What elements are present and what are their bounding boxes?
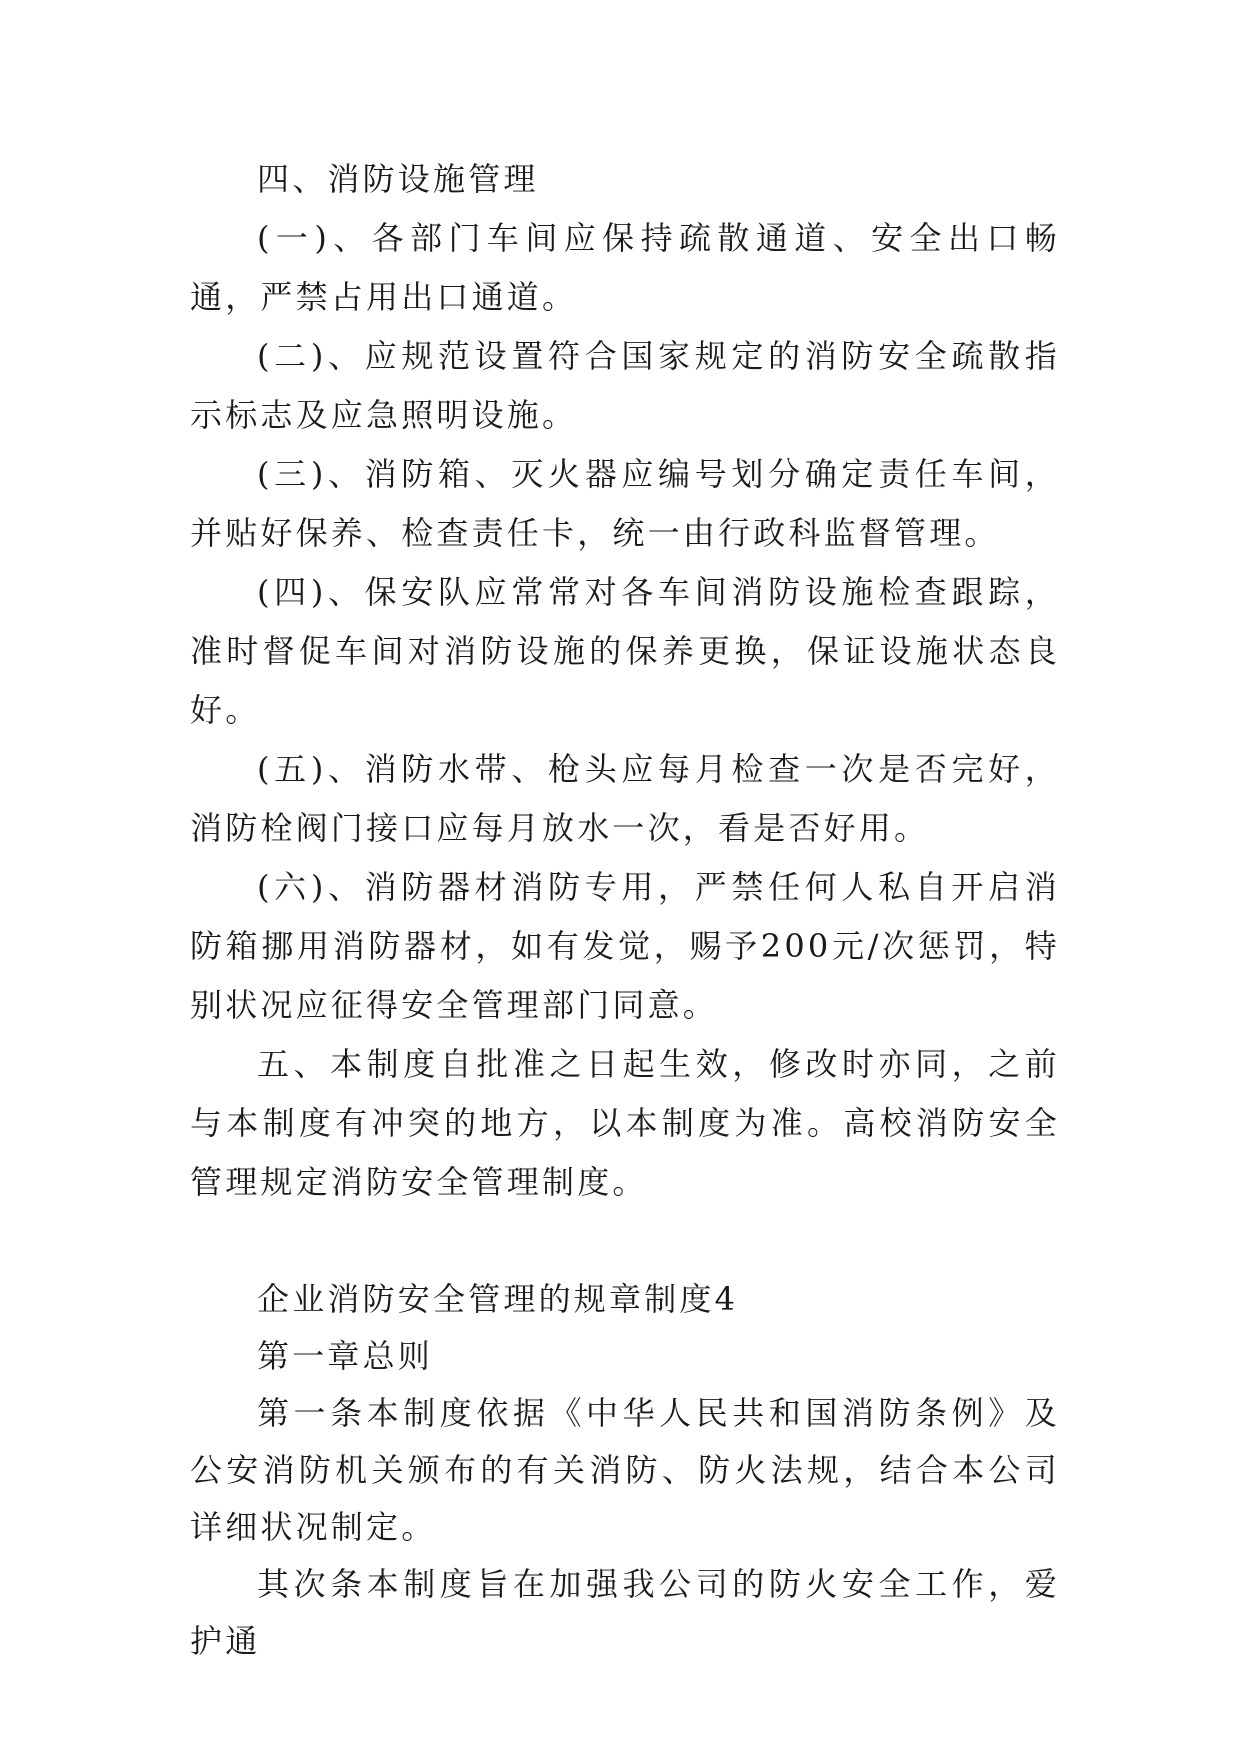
section-spacer [190, 1212, 1060, 1271]
document-heading: 企业消防安全管理的规章制度4 [257, 1280, 739, 1318]
section-regulations-4 [190, 1271, 1060, 1670]
paragraph-item-1: (一)、各部门车间应保持疏散通道、安全出口畅通，严禁占用出口通道。 [190, 219, 1060, 316]
paragraph-item-4: (四)、保安队应常常对各车间消防设施检查跟踪，准时督促车间对消防设施的保养更换，保证设施状态良好。 [190, 573, 1060, 729]
paragraph-item-5: (五)、消防水带、枪头应每月检查一次是否完好，消防栓阀门接口应每月放水一次，看是否好用。 [190, 750, 1060, 847]
chapter-title: 第一章总则 [257, 1337, 434, 1375]
paragraph-item-3: (三)、消防箱、灭火器应编号划分确定责任车间，并贴好保养、检查责任卡，统一由行政科监督管理。 [190, 455, 1060, 552]
document-body [190, 150, 1060, 1670]
paragraph-effective-date: 五、本制度自批准之日起生效，修改时亦同，之前与本制度有冲突的地方，以本制度为准。高校消防安全管理规定消防安全管理制度。 [190, 1045, 1060, 1201]
article-2: 其次条本制度旨在加强我公司的防火安全工作，爱护通 [190, 1565, 1060, 1660]
section-heading-facilities: 四、消防设施管理 [257, 160, 539, 198]
paragraph-item-6: (六)、消防器材消防专用，严禁任何人私自开启消防箱挪用消防器材，如有发觉，赐予200元/次惩罚，特别状况应征得安全管理部门同意。 [190, 868, 1060, 1024]
paragraph-item-2: (二)、应规范设置符合国家规定的消防安全疏散指示标志及应急照明设施。 [190, 337, 1060, 434]
article-1: 第一条本制度依据《中华人民共和国消防条例》及公安消防机关颁布的有关消防、防火法规，结合本公司详细状况制定。 [190, 1394, 1060, 1546]
